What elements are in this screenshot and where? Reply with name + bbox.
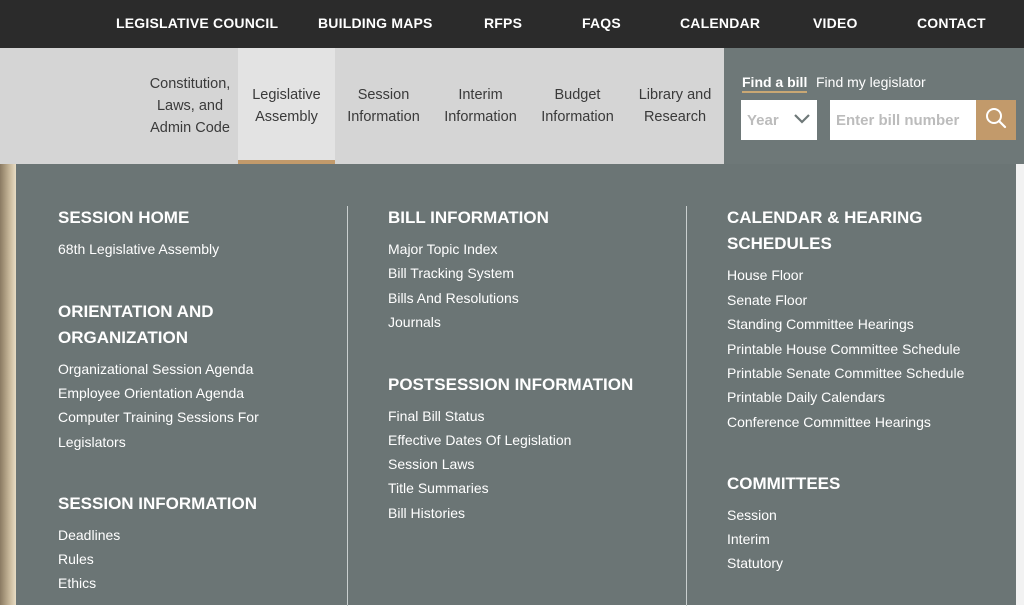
menu-link[interactable]: Bills And Resolutions xyxy=(388,290,519,306)
topbar-link-faqs[interactable]: FAQS xyxy=(582,15,621,31)
column-divider xyxy=(686,206,687,606)
topbar-link-contact[interactable]: CONTACT xyxy=(917,15,986,31)
menu-link[interactable]: Organizational Session Agenda xyxy=(58,361,254,377)
menu-link[interactable]: Final Bill Status xyxy=(388,408,485,424)
nav-item-label: Laws, and xyxy=(156,98,224,114)
year-select-value: Year xyxy=(747,111,779,129)
menu-link[interactable]: House Floor xyxy=(727,267,804,283)
menu-link[interactable]: Printable House Committee Schedule xyxy=(727,341,961,357)
search-icon xyxy=(985,107,1007,134)
menu-link[interactable]: Session Laws xyxy=(388,456,475,472)
nav-item-label: Legislative xyxy=(252,87,321,103)
nav-item-label: Information xyxy=(541,109,614,125)
menu-link[interactable]: Statutory xyxy=(727,555,784,571)
menu-link[interactable]: Title Summaries xyxy=(388,480,489,496)
bill-finder xyxy=(724,48,1024,164)
menu-link[interactable]: Rules xyxy=(58,551,94,567)
menu-link[interactable]: Printable Daily Calendars xyxy=(727,389,885,405)
menu-link[interactable]: Employee Orientation Agenda xyxy=(58,385,245,401)
menu-link[interactable]: Conference Committee Hearings xyxy=(727,414,931,430)
topbar-link-legislative-council[interactable]: LEGISLATIVE COUNCIL xyxy=(116,15,279,31)
menu-link[interactable]: Computer Training Sessions For xyxy=(58,409,259,425)
menu-link[interactable]: Journals xyxy=(388,314,441,330)
year-select[interactable] xyxy=(741,100,817,140)
section-heading-bill-information[interactable]: BILL INFORMATION xyxy=(388,208,549,227)
nav-item-label: Information xyxy=(347,109,420,125)
nav-item-session-information[interactable] xyxy=(335,48,432,164)
mega-menu-legislative-assembly xyxy=(16,164,1016,605)
nav-item-interim-information[interactable] xyxy=(432,48,529,164)
nav-item-label: Interim xyxy=(458,87,503,103)
search-button[interactable] xyxy=(976,100,1016,140)
nav-item-label: Library and xyxy=(638,87,712,103)
menu-link[interactable]: 68th Legislative Assembly xyxy=(58,241,220,257)
section-heading-line: CALENDAR & HEARING xyxy=(727,208,923,227)
nav-item-label: Session xyxy=(357,87,410,103)
nav-item-legislative-assembly[interactable] xyxy=(238,48,335,164)
menu-link[interactable]: Effective Dates Of Legislation xyxy=(388,432,572,448)
nav-item-label: Research xyxy=(643,109,707,125)
topbar-link-building-maps[interactable]: BUILDING MAPS xyxy=(318,15,433,31)
menu-link[interactable]: Bill Tracking System xyxy=(388,265,515,281)
tab-find-a-bill[interactable]: Find a bill xyxy=(742,74,807,93)
background-strip xyxy=(1016,164,1024,605)
topbar-link-calendar[interactable]: CALENDAR xyxy=(680,15,761,31)
menu-link[interactable]: Printable Senate Committee Schedule xyxy=(727,365,965,381)
nav-item-label: Admin Code xyxy=(150,120,230,136)
nav-item-label: Assembly xyxy=(255,109,318,125)
tab-find-my-legislator[interactable]: Find my legislator xyxy=(816,74,926,90)
menu-link[interactable]: Session xyxy=(727,507,777,523)
section-heading-postsession-information[interactable]: POSTSESSION INFORMATION xyxy=(388,375,634,394)
topbar-link-video[interactable]: VIDEO xyxy=(813,15,858,31)
nav-item-constitution-laws[interactable] xyxy=(142,48,238,164)
section-heading-orientation[interactable] xyxy=(58,299,214,351)
nav-item-label: Constitution, xyxy=(149,76,231,92)
utility-bar xyxy=(0,0,1024,48)
section-heading-line: ORIENTATION AND xyxy=(58,302,214,321)
nav-item-library-research[interactable] xyxy=(626,48,724,164)
menu-link[interactable]: Senate Floor xyxy=(727,292,808,308)
section-heading-line: SCHEDULES xyxy=(727,234,832,253)
menu-link[interactable]: Deadlines xyxy=(58,527,121,543)
menu-link[interactable]: Interim xyxy=(727,531,770,547)
nav-item-budget-information[interactable] xyxy=(529,48,626,164)
nav-item-label: Information xyxy=(444,109,517,125)
menu-link[interactable]: Bill Histories xyxy=(388,505,466,521)
section-heading-committees[interactable]: COMMITTEES xyxy=(727,474,841,493)
section-heading-line: ORGANIZATION xyxy=(58,328,189,347)
section-heading-session-home[interactable]: SESSION HOME xyxy=(58,208,190,227)
background-image xyxy=(0,164,16,605)
topbar-link-rfps[interactable]: RFPS xyxy=(484,15,523,31)
section-heading-session-information[interactable]: SESSION INFORMATION xyxy=(58,494,257,513)
nav-item-label: Budget xyxy=(554,87,601,103)
section-heading-calendar-hearing[interactable] xyxy=(727,205,923,257)
column-divider xyxy=(347,206,348,606)
menu-link[interactable]: Legislators xyxy=(58,434,126,450)
menu-link[interactable]: Major Topic Index xyxy=(388,241,498,257)
chevron-down-icon xyxy=(793,112,811,129)
menu-link[interactable]: Ethics xyxy=(58,575,97,591)
bill-number-input[interactable] xyxy=(830,100,976,140)
menu-link[interactable]: Standing Committee Hearings xyxy=(727,316,914,332)
